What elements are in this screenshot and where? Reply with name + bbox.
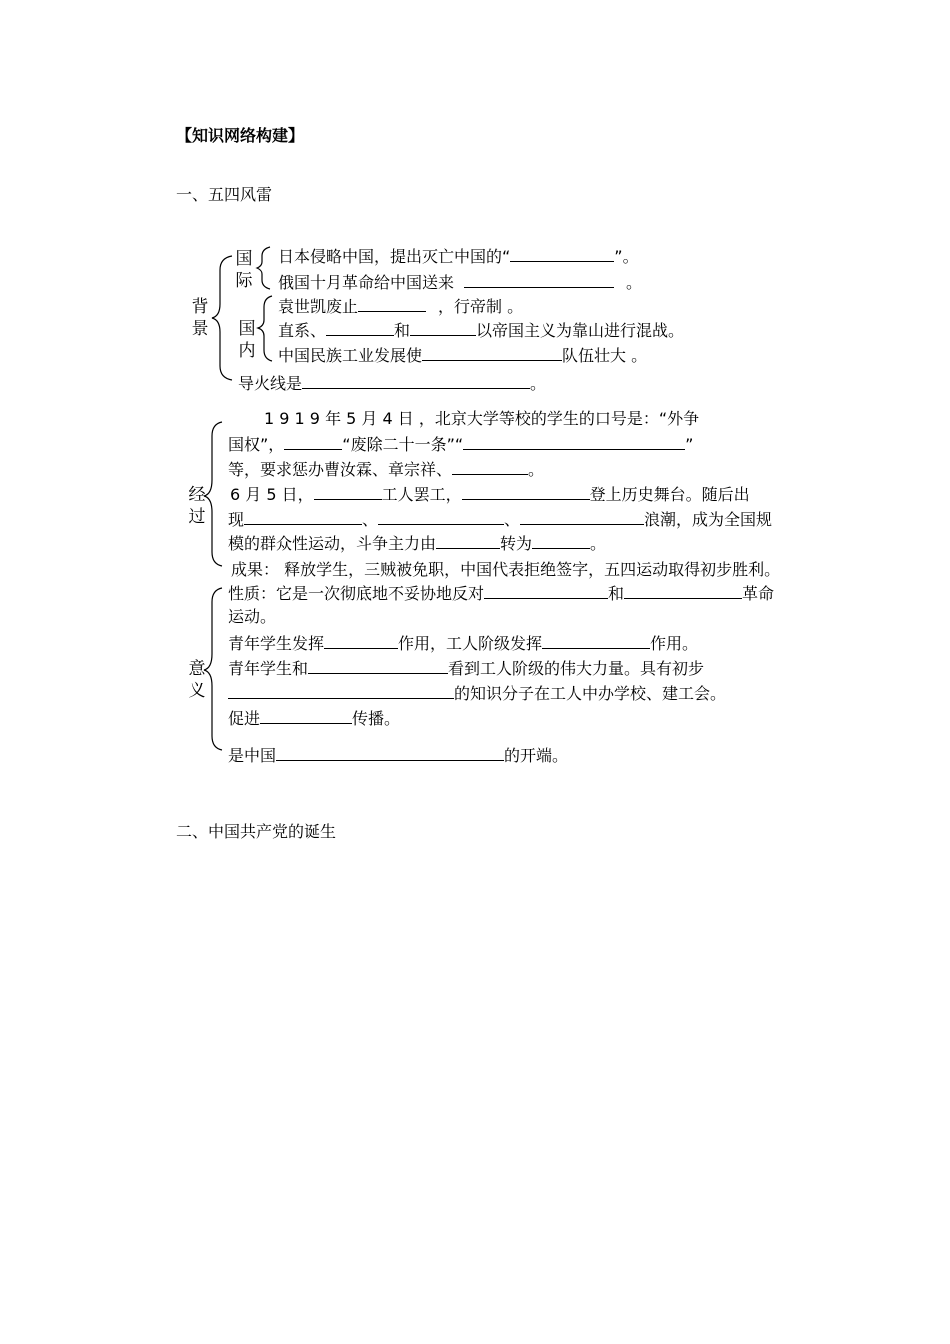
blank-field[interactable] xyxy=(326,320,394,336)
text: 革命 xyxy=(742,584,775,603)
significance-line-2: 运动。 xyxy=(228,607,277,626)
blank-field[interactable] xyxy=(308,658,448,674)
label-char: 内 xyxy=(238,341,256,361)
blank-field[interactable] xyxy=(462,484,590,500)
label-char: 国 xyxy=(235,249,253,269)
section-title-2: 二、中国共产党的诞生 xyxy=(176,822,337,841)
blank-field[interactable] xyxy=(452,459,528,475)
text: 袁世凯废止 xyxy=(278,297,359,316)
process-line-6 xyxy=(228,533,606,554)
blank-field[interactable] xyxy=(542,633,650,649)
blank-field[interactable] xyxy=(228,683,454,699)
significance-line-6 xyxy=(228,708,400,729)
text: 现 xyxy=(228,510,245,529)
text: 、 xyxy=(362,510,379,529)
text: 工人罢工， xyxy=(381,485,462,504)
text: ” xyxy=(685,435,694,454)
text: 。 xyxy=(626,273,643,292)
brace-domestic xyxy=(258,296,272,361)
blank-field[interactable] xyxy=(520,509,644,525)
text: 模的群众性运动，斗争主力由 xyxy=(228,534,437,553)
fuse-line xyxy=(238,373,546,394)
blank-field[interactable] xyxy=(422,345,562,361)
text: 转为 xyxy=(500,534,533,553)
blank-field[interactable] xyxy=(436,533,500,549)
text: 的知识分子在工人中办学校、建工会。 xyxy=(454,684,727,703)
label-char: 意 xyxy=(188,659,206,679)
page-heading: 【知识网络构建】 xyxy=(176,126,305,145)
text: 是中国 xyxy=(228,746,277,765)
blank-field[interactable] xyxy=(276,745,504,761)
text: 。 xyxy=(528,460,545,479)
text: 浪潮，成为全国规 xyxy=(644,510,773,529)
text: 青年学生和 xyxy=(228,659,309,678)
label-process xyxy=(186,484,208,528)
text: 和 xyxy=(608,584,625,603)
blank-field[interactable] xyxy=(302,373,530,389)
blank-field[interactable] xyxy=(324,633,398,649)
label-char: 经 xyxy=(188,485,206,505)
label-background xyxy=(189,296,211,340)
text: 作用。 xyxy=(650,634,699,653)
process-line-3 xyxy=(228,459,544,480)
text: 促进 xyxy=(228,709,261,728)
text: “废除二十一条”“ xyxy=(342,435,464,454)
label-char: 国 xyxy=(238,319,256,339)
text: 、 xyxy=(504,510,521,529)
brace-international xyxy=(257,247,270,289)
text: 直系、 xyxy=(278,321,327,340)
text: 导火线是 xyxy=(238,374,303,393)
blank-field[interactable] xyxy=(284,434,342,450)
text: 看到工人阶级的伟大力量。具有初步 xyxy=(448,659,705,678)
text: 作用，工人阶级发挥 xyxy=(398,634,543,653)
dom-line-1 xyxy=(278,296,523,317)
dom-line-3 xyxy=(278,345,647,366)
blank-field[interactable] xyxy=(260,708,352,724)
text: 传播。 xyxy=(352,709,401,728)
blank-field[interactable] xyxy=(484,583,608,599)
dom-line-2 xyxy=(278,320,684,341)
blank-field[interactable] xyxy=(410,320,476,336)
label-char: 过 xyxy=(188,507,206,527)
process-line-4 xyxy=(230,484,750,505)
text: ，行帝制 。 xyxy=(438,297,524,316)
text: 队伍壮大 。 xyxy=(562,346,648,365)
text: 的开端。 xyxy=(504,746,569,765)
significance-line-4 xyxy=(228,658,704,679)
significance-line-5 xyxy=(228,683,726,704)
label-char: 义 xyxy=(188,681,206,701)
label-international xyxy=(233,248,255,292)
blank-field[interactable] xyxy=(532,533,590,549)
text: 青年学生发挥 xyxy=(228,634,325,653)
label-significance xyxy=(186,658,208,702)
blank-field[interactable] xyxy=(244,509,362,525)
significance-line-3 xyxy=(228,633,698,654)
blank-field[interactable] xyxy=(314,484,382,500)
blank-field[interactable] xyxy=(463,434,685,450)
significance-line-7 xyxy=(228,745,568,766)
text: 。 xyxy=(530,374,547,393)
text: 以帝国主义为靠山进行混战。 xyxy=(476,321,685,340)
process-line-1: 1 9 1 9 年 5 月 4 日 ，北京大学等校的学生的口号是：“外争 xyxy=(264,409,700,428)
label-domestic xyxy=(236,318,258,362)
text: ”。 xyxy=(614,247,639,266)
text: 国权”， xyxy=(228,435,285,454)
significance-line-1 xyxy=(228,583,774,604)
text: 登上历史舞台。随后出 xyxy=(589,485,750,504)
brace-background xyxy=(212,256,232,380)
text: 性质：它是一次彻底地不妥协地反对 xyxy=(228,584,485,603)
text: 。 xyxy=(590,534,607,553)
blank-field[interactable] xyxy=(464,272,614,288)
text: 和 xyxy=(394,321,411,340)
text: 等，要求惩办曹汝霖、章宗祥、 xyxy=(228,460,453,479)
intl-line-2 xyxy=(278,272,642,293)
blank-field[interactable] xyxy=(624,583,742,599)
blank-field[interactable] xyxy=(378,509,504,525)
text: 日本侵略中国，提出灭亡中国的“ xyxy=(278,247,511,266)
section-title-1: 一、五四风雷 xyxy=(176,185,273,204)
blank-field[interactable] xyxy=(510,246,614,262)
intl-line-1 xyxy=(278,246,639,267)
label-char: 际 xyxy=(235,271,253,291)
label-char: 背 xyxy=(191,297,209,317)
label-char: 景 xyxy=(191,319,209,339)
blank-field[interactable] xyxy=(358,296,426,312)
process-line-5 xyxy=(228,509,772,530)
text: 6 月 5 日， xyxy=(230,485,314,504)
process-line-2 xyxy=(228,434,693,455)
text: 中国民族工业发展使 xyxy=(278,346,423,365)
text: 俄国十月革命给中国送来 xyxy=(278,273,455,292)
process-result: 成果： 释放学生，三贼被免职，中国代表拒绝签字，五四运动取得初步胜利。 xyxy=(231,560,781,579)
